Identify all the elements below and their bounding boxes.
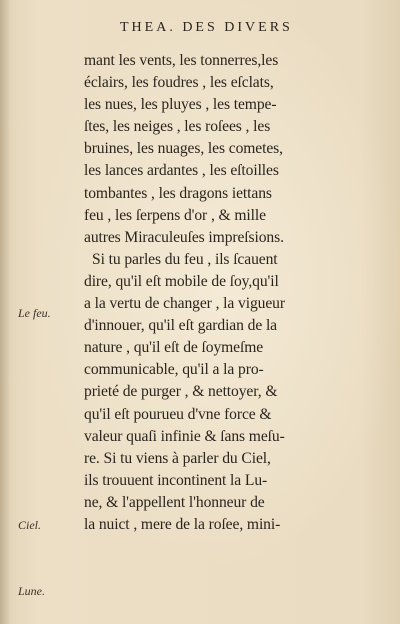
margin-note-ciel: Ciel. [18,518,41,532]
margin-note-lune: Lune. [18,584,45,598]
text-line: tombantes , les dragons iettans [84,184,272,202]
page-gutter-shadow [0,0,10,624]
text-line: la nuict , mere de la roſee, mini- [84,515,281,533]
text-line: ſtes, les neiges , les roſees , les [84,118,271,136]
text-line: dire, qu'il eſt mobile de ſoy,qu'il [84,272,279,290]
text-line: autres Miraculeuſes impreſsions. [84,228,284,246]
text-line: nature , qu'il eſt de ſoymeſme [84,339,264,357]
text-line: Si tu parles du feu , ils ſcauent [92,250,278,268]
text-line: prieté de purger , & nettoyer, & [84,383,278,401]
text-line: valeur quaſi infinie & ſans meſu- [84,427,285,445]
text-line: éclairs, les foudres , les eſclats, [84,74,274,92]
text-line: les lances ardantes , les eſtoilles [84,162,279,180]
running-head: THEA. DES DIVERS [120,20,293,35]
text-line: re. Si tu viens à parler du Ciel, [84,449,271,467]
text-line: ils trouuent incontinent la Lu- [84,471,268,489]
body-text [84,50,390,536]
text-line: bruines, les nuages, les cometes, [84,140,283,158]
text-line: feu , les ſerpens d'or , & mille [84,206,266,224]
text-line: mant les vents, les tonnerres,les [84,52,279,69]
margin-note-feu: Le feu. [18,306,51,320]
text-line: d'innouer, qu'il eſt gardian de la [84,317,277,335]
text-line: a la vertu de changer , la vigueur [84,295,285,313]
text-line: communicable, qu'il a la pro- [84,361,264,379]
text-line: ne, & l'appellent l'honneur de [84,493,265,511]
text-line: les nues, les pluyes , les tempe- [84,96,277,114]
text-line: qu'il eſt pourueu d'vne force & [84,405,272,423]
